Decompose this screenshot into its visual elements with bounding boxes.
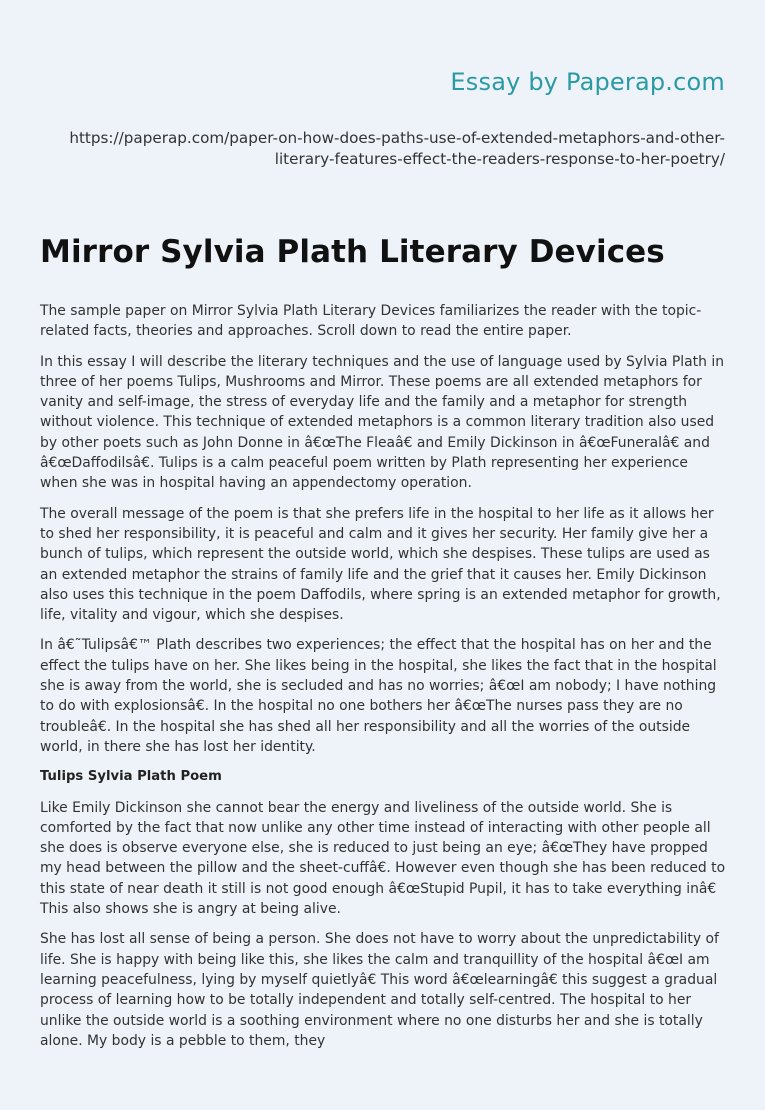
body-paragraph-3: In â€˜Tulipsâ€™ Plath describes two experiences; the effect that the hospital has on her and the effect the tulips have on her. She likes being in the hospital, she likes the fact that in the hospital she is away from the world, she is secluded and has no worries; â€œI am nobody; I have nothing to do with explosionsâ€. In the hospital no one bothers her â€œThe nurses pass they are no troubleâ€. In the hospital she has shed all her responsibility and all the worries of the outside world, in there she has lost her identity. bbox=[40, 637, 717, 755]
site-brand: Essay by Paperap.com bbox=[450, 68, 725, 96]
source-url bbox=[45, 128, 725, 170]
article-body bbox=[40, 301, 728, 1061]
source-url-line-2: literary-features-effect-the-readers-response-to-her-poetry/ bbox=[274, 150, 725, 168]
section-subheading: Tulips Sylvia Plath Poem bbox=[40, 769, 222, 785]
body-paragraph-4: Like Emily Dickinson she cannot bear the energy and liveliness of the outside world. She is comforted by the fact that now unlike any other time instead of interacting with other people all she does is observe everyone else, she is reduced to just being an eye; â€œThey have propped my head between the pillow and the sheet-cuffâ€. However even though she has been reduced to this state of near death it still is not good enough â€œStupid Pupil, it has to take everything inâ€ This also shows she is angry at being alive. bbox=[40, 799, 726, 918]
page-title: Mirror Sylvia Plath Literary Devices bbox=[40, 234, 665, 270]
source-url-line-1: https://paperap.com/paper-on-how-does-paths-use-of-extended-metaphors-and-other- bbox=[69, 129, 725, 147]
body-paragraph-5: She has lost all sense of being a person. She does not have to worry about the unpredictability of life. She is happy with being like this, she likes the calm and tranquillity of the hospital â€œI am learning peacefulness, lying by myself quietlyâ€ This word â€œlearningâ€ this suggest a gradual process of learning how to be totally independent and totally self-centred. The hospital to her unlike the outside world is a soothing environment where no one disturbs her and she is totally alone. My body is a pebble to them, they bbox=[40, 931, 719, 1049]
body-paragraph-1: In this essay I will describe the literary techniques and the use of language used by Sylvia Plath in three of her poems Tulips, Mushrooms and Mirror. These poems are all extended metaphors for vanity and self-image, the stress of everyday life and the family and a metaphor for strength without violence. This technique of extended metaphors is a common literary tradition also used by other poets such as John Donne in â€œThe Fleaâ€ and Emily Dickinson in â€œFuneralâ€ and â€œDaffodilsâ€. Tulips is a calm peaceful poem written by Plath representing her experience when she was in hospital having an appendectomy operation. bbox=[40, 353, 725, 492]
intro-paragraph: The sample paper on Mirror Sylvia Plath Literary Devices familiarizes the reader with the topic-related facts, theories and approaches. Scroll down to read the entire paper. bbox=[40, 303, 702, 340]
body-paragraph-2: The overall message of the poem is that she prefers life in the hospital to her life as it allows her to shed her responsibility, it is peaceful and calm and it gives her security. Her family give her a bunch of tulips, which represent the outside world, which she despises. These tulips are used as an extended metaphor the strains of family life and the grief that it causes her. Emily Dickinson also uses this technique in the poem Daffodils, where spring is an extended metaphor for growth, life, vitality and vigour, which she despises. bbox=[40, 505, 721, 624]
